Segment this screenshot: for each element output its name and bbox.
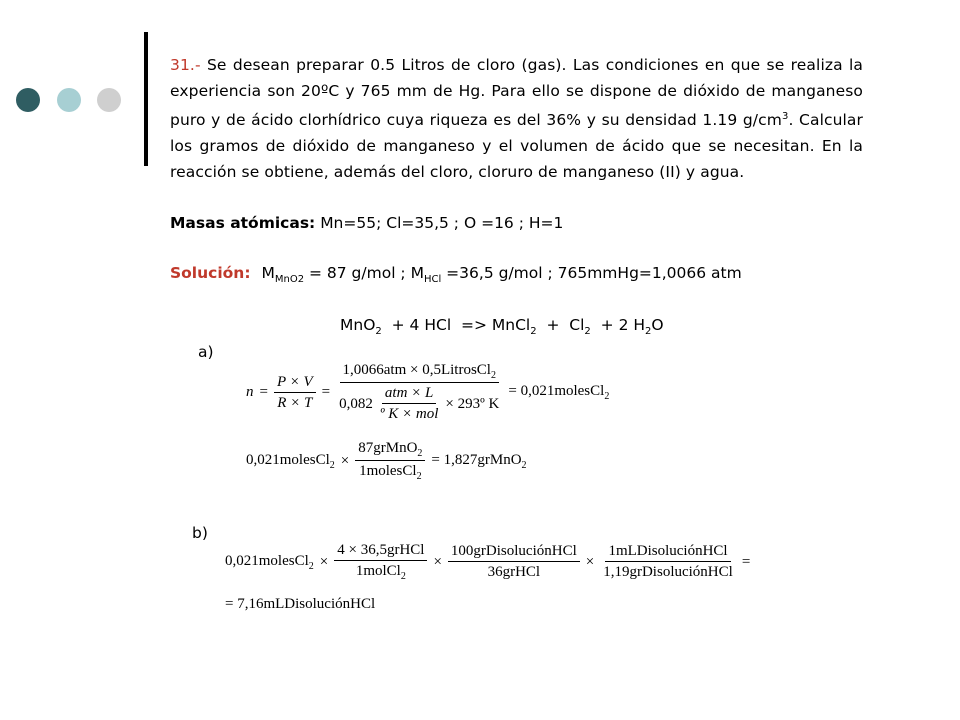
eq-result-text: = 0,021molesCl	[508, 383, 605, 399]
frac-den: º K × mol	[379, 406, 439, 422]
fraction-substituted	[336, 362, 502, 423]
problem-text-sup: 3	[781, 111, 789, 122]
problem-number: 31.-	[170, 56, 201, 74]
molar-mass-mno2-value: = 87 g/mol ;	[304, 264, 411, 282]
frac-num: 4 × 36,5grHCl	[334, 542, 427, 561]
frac-den-text: 1molCl	[355, 563, 401, 579]
fraction-pv-rt	[274, 374, 316, 412]
problem-text-a: Se desean preparar 0.5 Litros de cloro (gas). Las condiciones en que se realiza la experiencia son 20ºC y 765 mm de Hg. Para ello se dispone de dióxido de manganeso puro y de ácido clorhídrico cuya riqueza es del 36% y su densidad 1.19 g/cm	[170, 56, 864, 130]
solution-line	[170, 264, 742, 285]
molar-mass-mno2: M	[261, 264, 275, 282]
eq-sign: =	[741, 553, 751, 570]
eq-sign: =	[259, 384, 268, 400]
atomic-masses	[170, 214, 563, 232]
times-sign: ×	[433, 553, 442, 570]
equation-hcl-volume	[225, 542, 750, 613]
part-a-label: a)	[198, 343, 214, 361]
frac-num-sub: 2	[490, 370, 496, 381]
rxn-part: + Cl	[536, 316, 585, 334]
term-text: 0,021molesCl	[225, 552, 309, 569]
frac-num: atm × L	[382, 385, 436, 404]
fraction-conversion	[355, 440, 425, 482]
frac-num-text: 1,0066atm × 0,5LitrosCl	[342, 362, 491, 378]
rxn-part: + 4 HCl => MnCl	[381, 316, 531, 334]
equation-mno2-mass	[246, 440, 527, 482]
rxn-part: + 2 H	[590, 316, 646, 334]
rxn-sub: 2	[584, 326, 591, 338]
rxn-part: O	[651, 316, 664, 334]
frac-num	[340, 362, 499, 383]
eq-result-sub: 2	[521, 459, 527, 471]
reaction-equation	[340, 316, 664, 337]
part-b-label: b)	[192, 524, 208, 542]
frac-den-text: 1molesCl	[359, 463, 417, 479]
eq-result	[508, 383, 609, 402]
rxn-part: MnO	[340, 316, 376, 334]
molar-mass-hcl: M	[410, 264, 424, 282]
fraction-density	[600, 543, 736, 581]
frac-den: 36grHCl	[487, 564, 541, 580]
frac-num-sub: 2	[417, 448, 423, 459]
problem-statement	[170, 52, 863, 185]
frac-num: 100grDisoluciónHCl	[448, 543, 580, 562]
atomic-label: Masas atómicas:	[170, 214, 316, 232]
rxn-sub: 2	[645, 326, 652, 338]
frac-den-sub: 2	[416, 471, 422, 482]
frac-num: P × V	[274, 374, 316, 393]
frac-num: 1mLDisoluciónHCl	[605, 543, 730, 562]
atomic-values: Mn=55; Cl=35,5 ; O =16 ; H=1	[320, 214, 564, 232]
problem-text-b: . Calcular los gramos de dióxido de manganeso y el volumen de ácido que se necesitan. En la reacción se obtiene, además del cloro, cloruro de manganeso (II) y agua.	[170, 111, 863, 182]
den-post: × 293º K	[445, 395, 500, 412]
term-text: 0,021molesCl	[246, 451, 330, 468]
frac-den: 1,19grDisoluciónHCl	[603, 564, 733, 580]
deco-dot-dark	[16, 88, 40, 112]
deco-vertical-bar	[144, 32, 148, 166]
den-pre: 0,082	[339, 395, 373, 412]
deco-dot-gray	[97, 88, 121, 112]
times-sign: ×	[340, 452, 350, 469]
fraction-dilution	[448, 543, 580, 581]
eq-result-text: = 1,827grMnO	[431, 451, 522, 468]
solution-label: Solución:	[170, 264, 251, 282]
times-sign: ×	[585, 553, 595, 570]
molar-mass-mno2-sub: MnO2	[274, 274, 305, 286]
molar-mass-hcl-value: =36,5 g/mol ; 765mmHg=1,0066 atm	[441, 264, 742, 282]
frac-den-sub: 2	[400, 571, 406, 582]
frac-den: R × T	[277, 394, 313, 411]
term-sub: 2	[308, 560, 314, 572]
molar-mass-hcl-sub: HCl	[423, 274, 442, 286]
rxn-sub: 2	[530, 326, 537, 338]
eq-final-result: = 7,16mLDisoluciónHCl	[225, 596, 376, 612]
equation-ideal-gas	[246, 362, 609, 423]
term-sub: 2	[329, 459, 335, 471]
frac-num-text: 87grMnO	[358, 440, 418, 456]
rxn-sub: 2	[375, 326, 382, 338]
fraction-hcl-mass	[334, 542, 427, 582]
eq-sign: =	[321, 384, 331, 400]
times-sign: ×	[319, 553, 329, 570]
frac-den	[336, 383, 502, 423]
eq-symbol: n	[246, 384, 254, 400]
deco-dot-teal	[57, 88, 81, 112]
fraction-r-units	[377, 385, 442, 423]
eq-result-sub: 2	[604, 391, 610, 402]
